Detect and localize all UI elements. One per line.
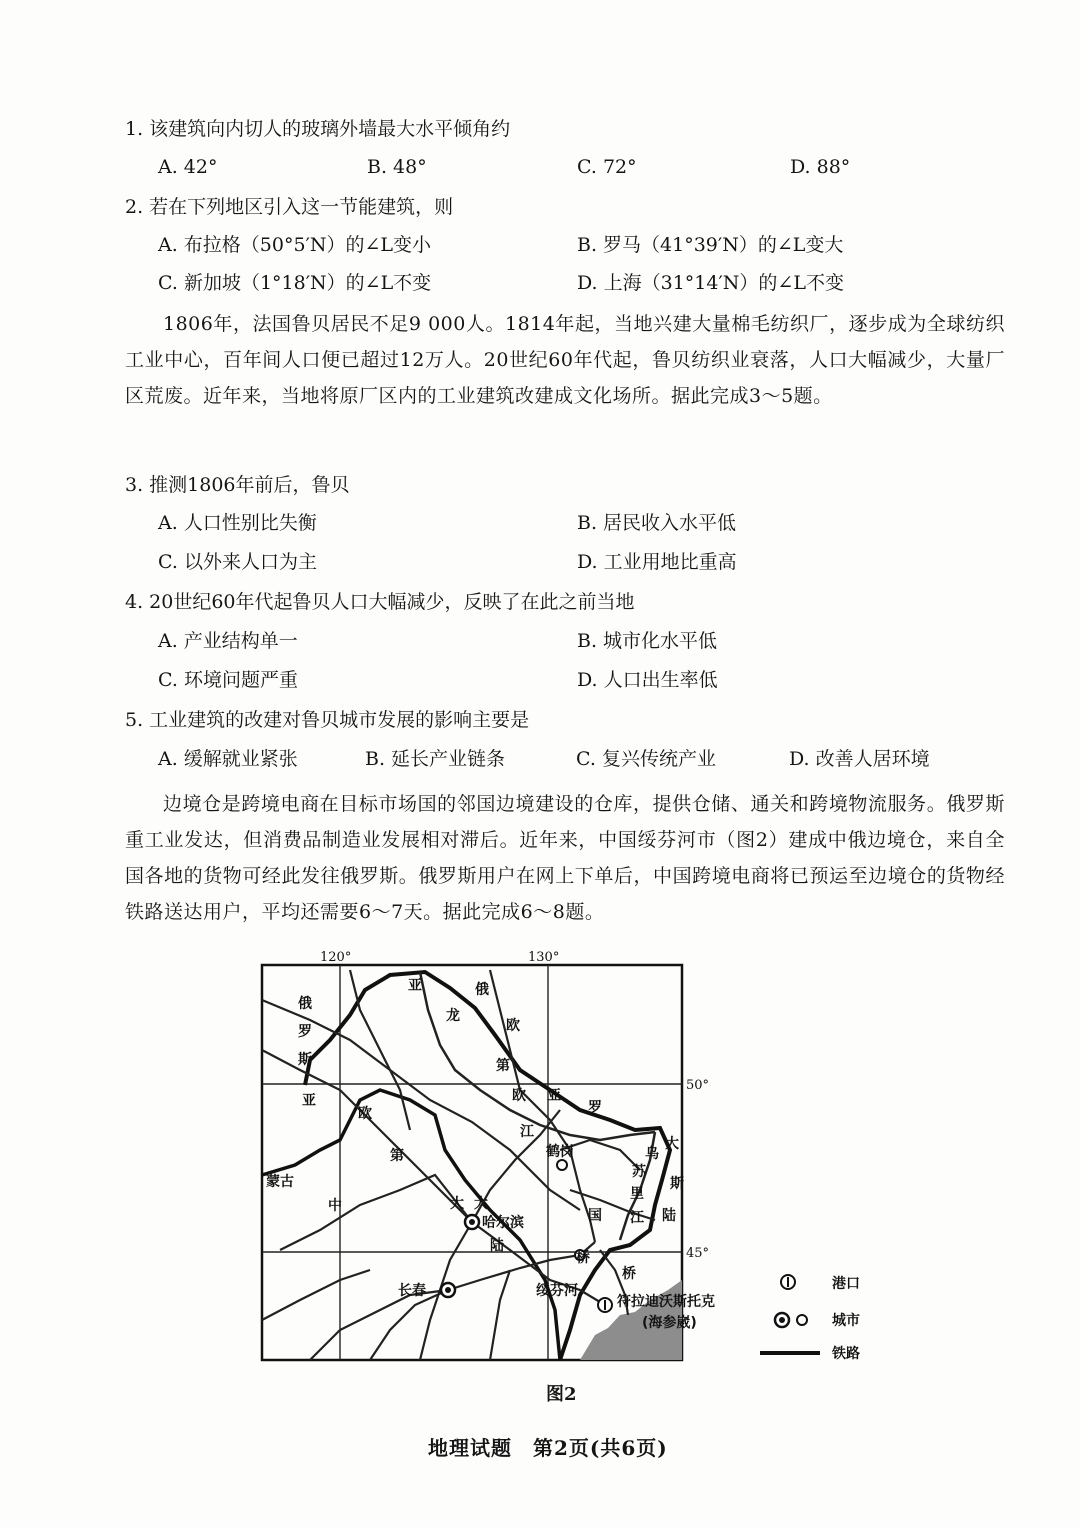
region-char: 桥 — [622, 1266, 636, 1282]
legend-port — [781, 1275, 860, 1292]
lon-label-120: 120° — [320, 950, 352, 965]
city-hegang — [545, 1143, 574, 1170]
passage-roubaix — [125, 306, 1005, 414]
q4-option-d: D. 人口出生率低 — [577, 669, 718, 691]
q5-option-a: A. 缓解就业紧张 — [158, 748, 298, 770]
region-char: 欧 — [512, 1088, 526, 1104]
railway-icon — [760, 1351, 820, 1355]
region-char: 龙 — [446, 1008, 460, 1024]
legend-port-label: 港口 — [832, 1276, 860, 1292]
q3-option-b: B. 居民收入水平低 — [577, 512, 737, 534]
city-icon-small — [797, 1315, 807, 1325]
region-char: 大 — [450, 1196, 464, 1212]
figure-caption: 图2 — [546, 1384, 577, 1405]
q3-option-d: D. 工业用地比重高 — [577, 551, 737, 573]
q1-option-a: A. 42° — [158, 156, 218, 178]
region-char: 斯 — [670, 1176, 684, 1192]
region-char: 欧 — [358, 1106, 372, 1122]
figure-2-map — [250, 950, 970, 1370]
q2-option-b: B. 罗马（41°39′N）的∠L变大 — [577, 234, 844, 256]
q3-option-c: C. 以外来人口为主 — [158, 551, 317, 573]
passage-roubaix-text: 1806年，法国鲁贝居民不足9 000人。1814年起，当地兴建大量棉毛纺织厂，逐步成为全球纺织工业中心，百年间人口便已超过12万人。20世纪60年代起，鲁贝纺织业衰落，人口大幅减少，大量厂区荒废。近年来，当地将原厂区内的工业建筑改建成文化场所。据此完成3～5题。 — [125, 313, 1005, 407]
legend-rail — [760, 1345, 860, 1362]
region-char: 第 — [390, 1148, 404, 1164]
q4-option-c: C. 环境问题严重 — [158, 669, 298, 691]
region-char: 里 — [630, 1186, 644, 1202]
region-char: 苏 — [632, 1164, 646, 1180]
q2-option-c: C. 新加坡（1°18′N）的∠L不变 — [158, 272, 432, 294]
q3-option-a: A. 人口性别比失衡 — [158, 512, 317, 534]
city-label-hegang: 鹤岗 — [546, 1144, 574, 1160]
q5-option-d: D. 改善人居环境 — [789, 748, 930, 770]
region-char: 罗 — [588, 1100, 602, 1116]
region-char: 陆 — [490, 1238, 504, 1254]
region-char: 中 — [328, 1198, 342, 1214]
city-label-harbin: 哈尔滨 — [482, 1215, 524, 1231]
city-label-suifenhe: 绥芬河 — [536, 1283, 578, 1299]
railway-network — [262, 970, 655, 1360]
region-char: 亚 — [408, 978, 422, 994]
q5-option-b: B. 延长产业链条 — [365, 748, 506, 770]
q5-stem: 5. 工业建筑的改建对鲁贝城市发展的影响主要是 — [125, 709, 530, 731]
region-char: 陆 — [662, 1208, 676, 1224]
region-char: 国 — [588, 1208, 602, 1224]
region-char: 乌 — [645, 1146, 659, 1162]
city-changchun — [398, 1282, 455, 1299]
river-amur — [420, 972, 655, 1140]
city-label-vladivostok: 符拉迪沃斯托克 — [617, 1294, 715, 1310]
region-char: 大 — [474, 1196, 488, 1212]
region-char: 第 — [496, 1058, 510, 1074]
q3-stem: 3. 推测1806年前后，鲁贝 — [125, 474, 350, 496]
region-char: 罗 — [298, 1024, 312, 1040]
page-footer: 地理试题 第2页(共6页) — [428, 1436, 668, 1460]
legend-rail-label: 铁路 — [832, 1346, 860, 1362]
region-char: 蒙古 — [266, 1174, 294, 1190]
passage-border-warehouse-text: 边境仓是跨境电商在目标市场国的邻国边境建设的仓库，提供仓储、通关和跨境物流服务。俄罗斯重工业发达，但消费品制造业发展相对滞后。近年来，中国绥芬河市（图2）建成中俄边境仓，来自全国各地的货物可经此发往俄罗斯。俄罗斯用户在网上下单后，中国跨境电商将已预运至边境仓的货物经铁路送达用户，平均还需要6～7天。据此完成6～8题。 — [125, 793, 1005, 923]
lat-label-50: 50° — [686, 1078, 710, 1093]
q4-stem: 4. 20世纪60年代起鲁贝人口大幅减少，反映了在此之前当地 — [125, 591, 635, 613]
lat-label-45: 45° — [686, 1246, 710, 1261]
q1-option-d: D. 88° — [790, 156, 851, 178]
region-char: 大 — [665, 1136, 679, 1152]
q4-option-a: A. 产业结构单一 — [158, 630, 298, 652]
region-char: 亚 — [547, 1088, 561, 1104]
city-label-changchun: 长春 — [398, 1283, 426, 1299]
region-char: 俄 — [298, 996, 312, 1012]
region-char: 江 — [630, 1210, 644, 1226]
q1-option-c: C. 72° — [577, 156, 637, 178]
region-char: 桥 — [576, 1250, 590, 1266]
q4-option-b: B. 城市化水平低 — [577, 630, 718, 652]
city-harbin — [465, 1214, 524, 1231]
passage-border-warehouse — [125, 786, 1005, 930]
lon-label-130: 130° — [528, 950, 560, 965]
map-legend — [760, 1275, 860, 1362]
legend-city — [775, 1312, 860, 1329]
border-russia — [305, 972, 670, 1360]
q2-stem: 2. 若在下列地区引入这一节能建筑，则 — [125, 196, 454, 218]
q1-stem: 1. 该建筑向内切人的玻璃外墙最大水平倾角约 — [125, 118, 511, 140]
legend-city-label: 城市 — [832, 1313, 860, 1329]
region-char: 亚 — [302, 1093, 316, 1109]
q2-option-d: D. 上海（31°14′N）的∠L不变 — [577, 272, 844, 294]
region-char: 斯 — [298, 1052, 312, 1068]
q2-option-a: A. 布拉格（50°5′N）的∠L变小 — [158, 234, 432, 256]
region-char: 江 — [520, 1124, 534, 1140]
q1-option-b: B. 48° — [367, 156, 427, 178]
city-label-haishenwai: (海参崴) — [642, 1315, 697, 1331]
region-char: 欧 — [506, 1018, 520, 1034]
q5-option-c: C. 复兴传统产业 — [576, 748, 716, 770]
region-char: 俄 — [475, 982, 489, 998]
